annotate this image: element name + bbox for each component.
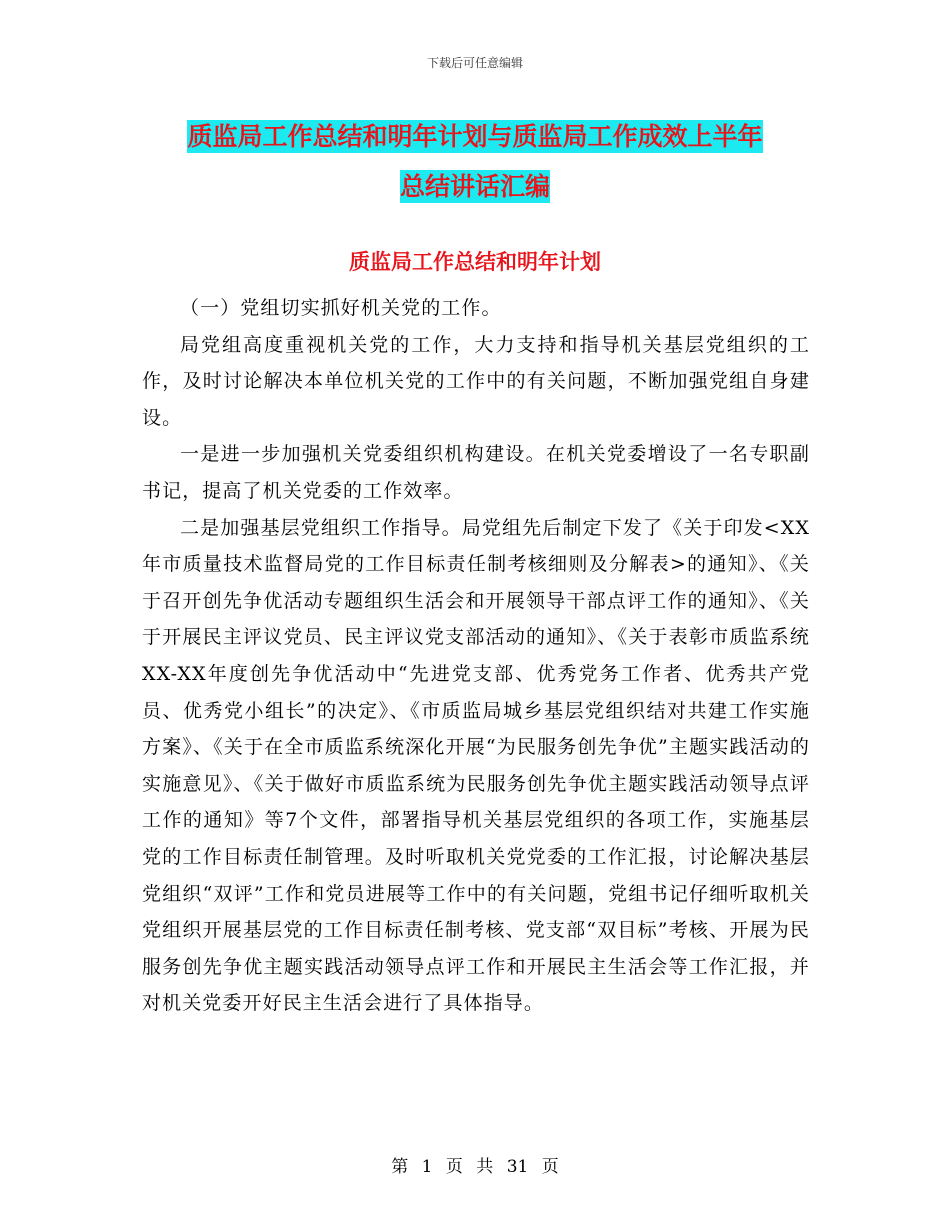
paragraph-4: 二是加强基层党组织工作指导。局党组先后制定下发了《关于印发<XX年市质量技术监督局党的工作目标责任制考核细则及分解表>的通知》、《关于召开创先争优活动专题组织生活会和开展领导干部点评工作的通知》、《关于开展民主评议党员、民主评议党支部活动的通知》、《关于表彰市质监系统XX-XX年度创先争优活动中“先进党支部、优秀党务工作者、优秀共产党员、优秀党小组长”的决定》、《市质监局城乡基层党组织结对共建工作实施方案》、《关于在全市质监系统深化开展“为民服务创先争优”主题实践活动的实施意见》、《关于做好市质监系统为民服务创先争优主题实践活动领导点评工作的通知》等7个文件，部署指导机关基层党组织的各项工作，实施基层党的工作目标责任制管理。及时听取机关党党委的工作汇报，讨论解决基层党组织“双评”工作和党员进展等工作中的有关问题，党组书记仔细听取机关党组织开展基层党的工作目标责任制考核、党支部“双目标”考核、开展为民服务创先争优主题实践活动领导点评工作和开展民主生活会等工作汇报，并对机关党委开好民主生活会进行了具体指导。	[142, 516, 810, 1015]
footer-total-unit: 页	[541, 1157, 559, 1177]
section-title: 质监局工作总结和明年计划	[349, 250, 601, 274]
footer-total-pages: 31	[506, 1157, 529, 1177]
document-title	[0, 112, 950, 212]
paragraph-1: （一）党组切实抓好机关党的工作。	[180, 297, 502, 319]
paragraph-2: 局党组高度重视机关党的工作，大力支持和指导机关基层党组织的工作，及时讨论解决本单位机关党的工作中的有关问题，不断加强党组自身建设。	[142, 333, 810, 429]
body-text	[142, 290, 810, 1022]
paragraph-3: 一是进一步加强机关党委组织机构建设。在机关党委增设了一名专职副书记，提高了机关党委的工作效率。	[142, 443, 810, 502]
footer-page-number: 1	[421, 1157, 433, 1177]
page-footer	[0, 1152, 950, 1177]
header-note: 下载后可任意编辑	[426, 56, 523, 70]
document-title-line-2: 总结讲话汇编	[399, 172, 550, 201]
footer-prefix: 第	[391, 1157, 409, 1177]
footer-page-unit: 页	[445, 1157, 463, 1177]
document-title-line-1: 质监局工作总结和明年计划与质监局工作成效上半年	[187, 122, 763, 151]
footer-total-prefix: 共	[476, 1157, 494, 1177]
